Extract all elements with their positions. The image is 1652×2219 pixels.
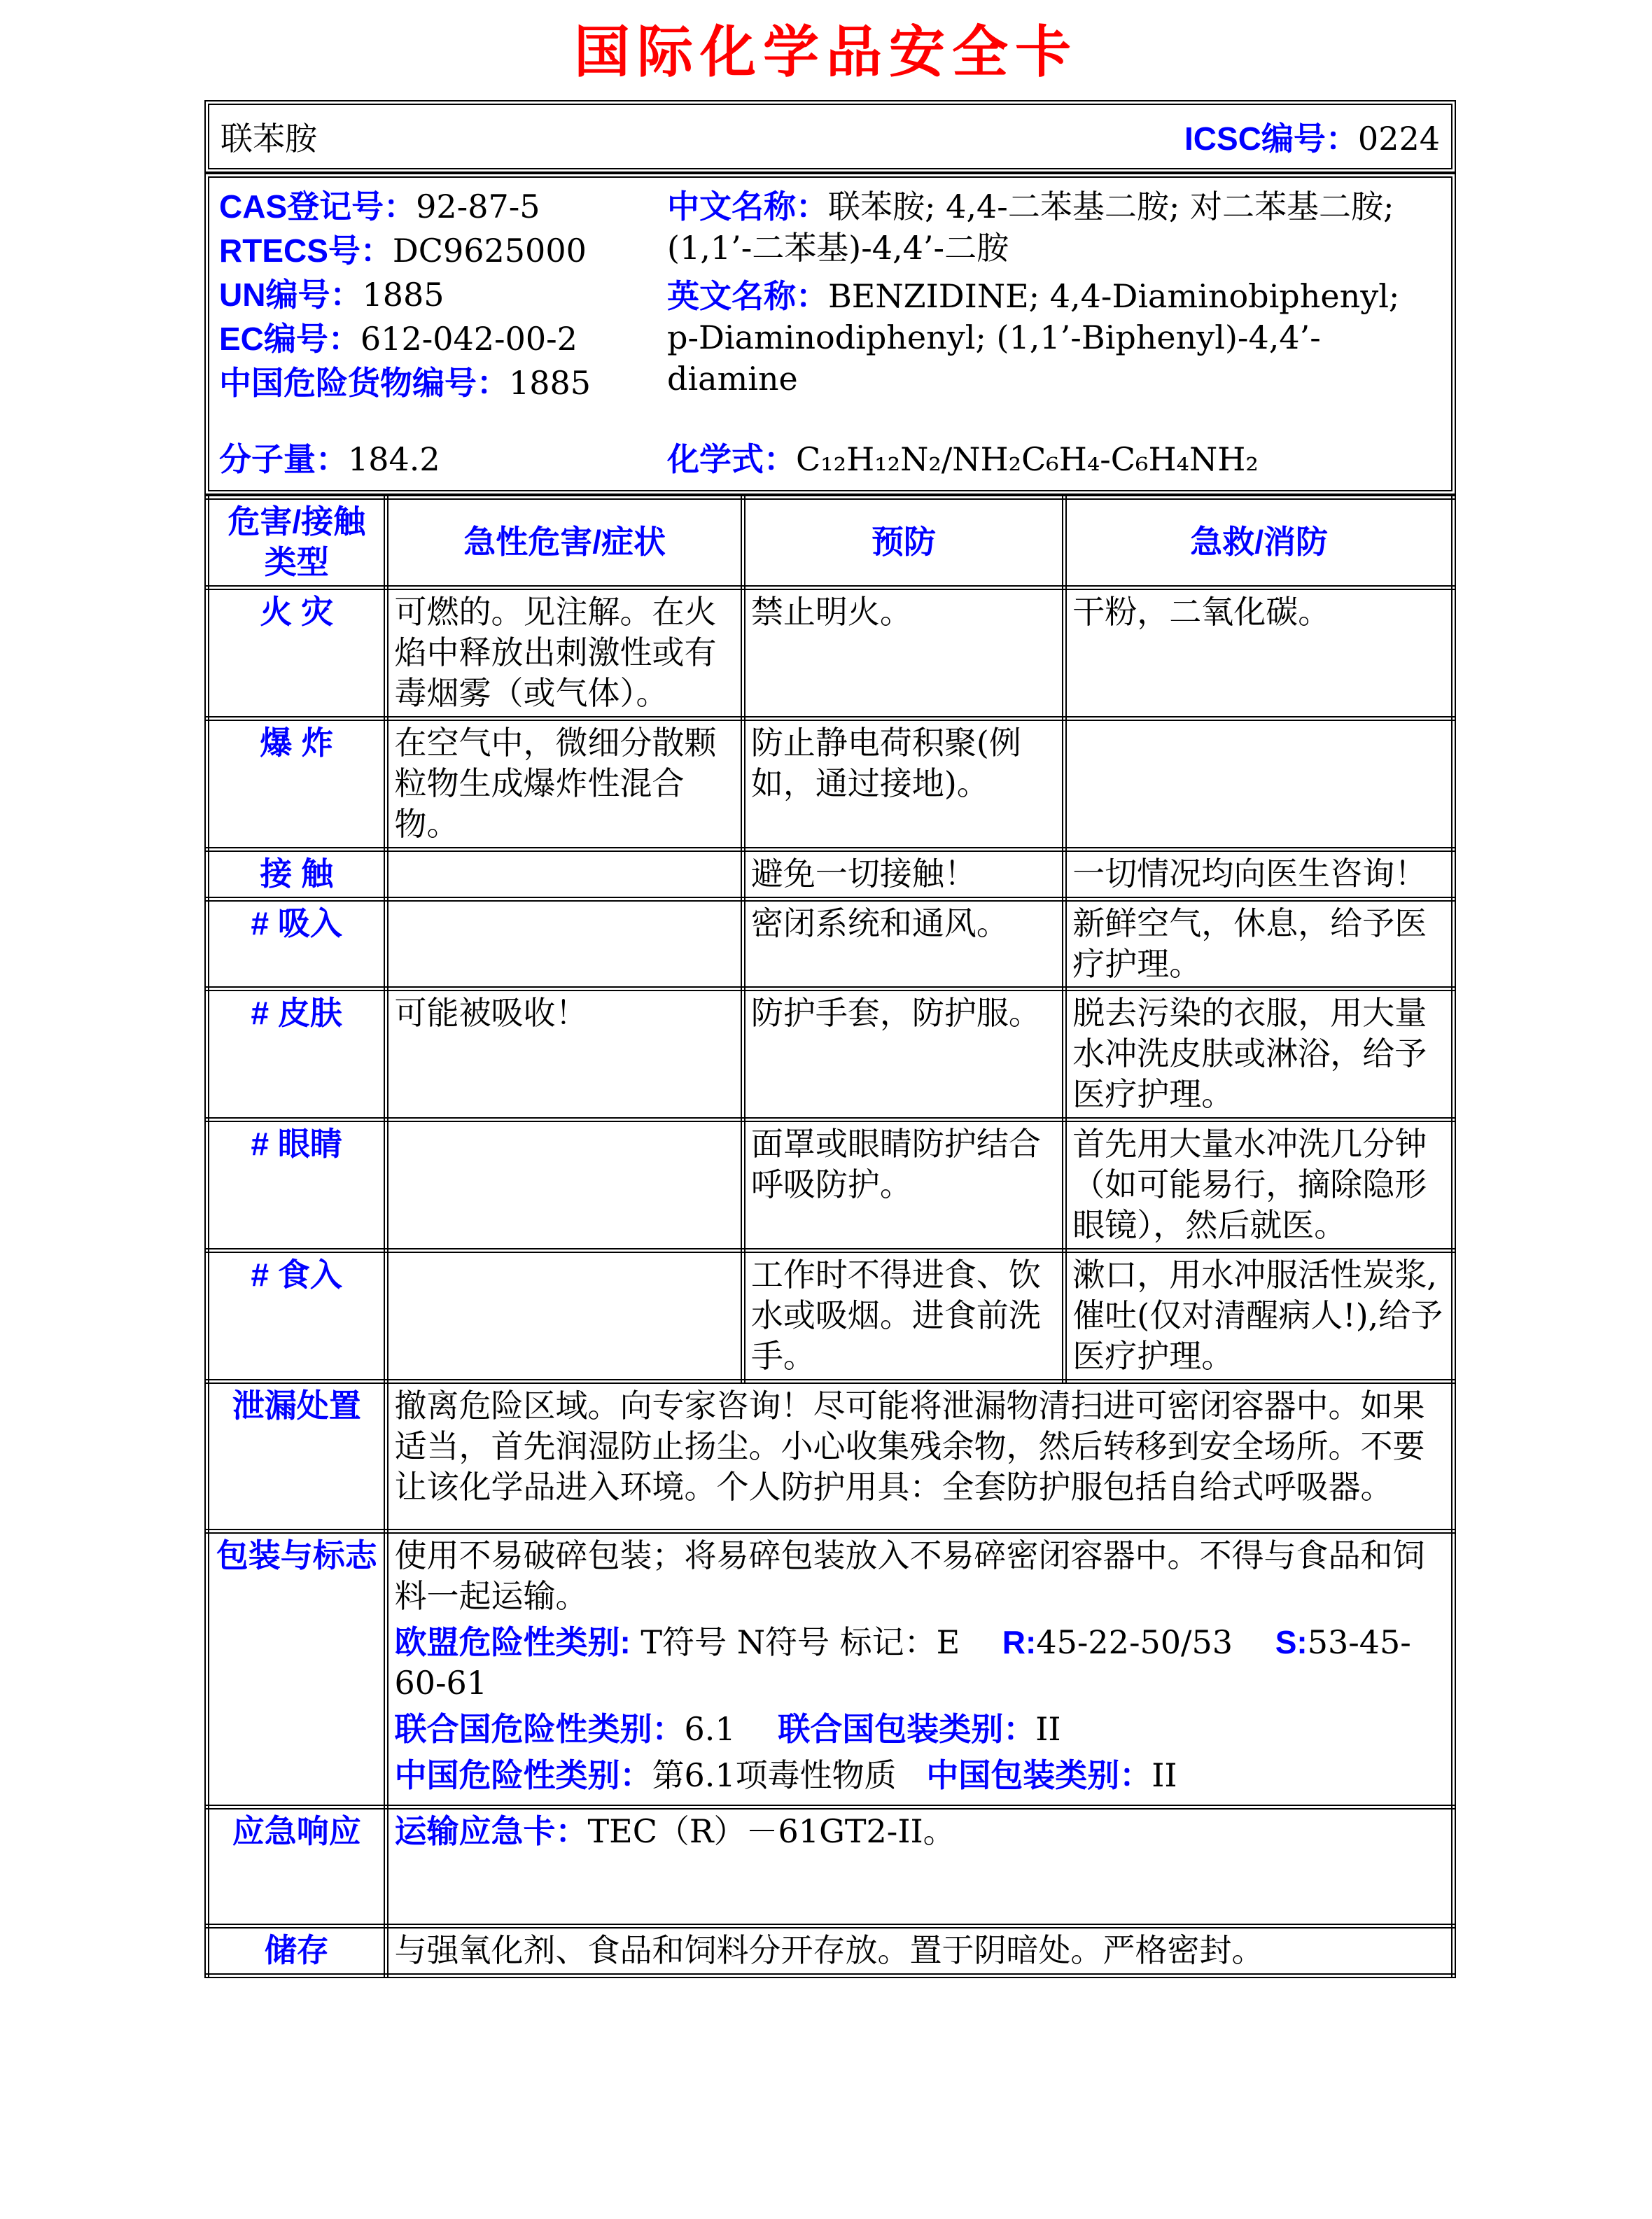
header-first-aid: 急救/消防: [1065, 498, 1454, 588]
table-row-inhalation: [207, 899, 1454, 989]
s-phrases-value: 53-45-60-61: [394, 1623, 1411, 1702]
row-label-ingestion: # 食入: [207, 1251, 386, 1382]
rtecs-number-line: [219, 230, 667, 272]
un-class-label: 联合国危险性类别：: [394, 1710, 685, 1747]
english-name-label: 英文名称：: [667, 277, 828, 314]
english-name-line: [667, 276, 1441, 400]
fire-prevention: 禁止明火。: [743, 587, 1064, 718]
inhalation-symptoms: [386, 899, 743, 989]
page-title: 国际化学品安全卡: [574, 21, 1078, 83]
packaging-line1: 使用不易破碎包装；将易碎包装放入不易碎密闭容器中。不得与食品和饲料一起运输。: [394, 1536, 1425, 1616]
un-pack-label: 联合国包装类别：: [778, 1710, 1036, 1747]
icsc-card: [204, 100, 1456, 1978]
ingestion-prevention: 工作时不得进食、饮水或吸烟。进食前洗手。: [743, 1251, 1064, 1382]
hazard-table: [204, 495, 1456, 1978]
identifier-lines: [219, 183, 667, 406]
cas-number-label: CAS登记号：: [219, 188, 416, 225]
substance-name: 联苯胺: [220, 120, 317, 158]
name-paragraphs: [667, 183, 1441, 406]
header-hazard-type: 危害/接触类型: [207, 498, 386, 588]
storage-text: 与强氧化剂、食品和饲料分开存放。置于阴暗处。严格密封。: [386, 1926, 1454, 1976]
eu-class-value: T符号 N符号 标记：E: [640, 1623, 960, 1661]
rtecs-number-value: DC9625000: [392, 231, 587, 270]
emergency-response-cell: [386, 1807, 1454, 1926]
row-label-eyes: # 眼睛: [207, 1120, 386, 1251]
table-row-skin: [207, 989, 1454, 1120]
row-label-spill-disposal: 泄漏处置: [207, 1382, 386, 1532]
cn-pack-label: 中国包装类别：: [926, 1756, 1152, 1793]
identifier-section: [204, 173, 1456, 495]
row-label-explosion: 爆 炸: [207, 718, 386, 849]
chinese-name-label: 中文名称：: [667, 188, 828, 225]
transport-emergency-card-label: 运输应急卡：: [394, 1813, 588, 1850]
skin-prevention: 防护手套，防护服。: [743, 989, 1064, 1120]
skin-symptoms: 可能被吸收！: [386, 989, 743, 1120]
table-row-storage: [207, 1926, 1454, 1976]
rtecs-number-label: RTECS号：: [219, 232, 393, 269]
ec-number-line: [219, 318, 667, 360]
transport-emergency-card-value: TEC（R）－61GT2-II。: [587, 1812, 955, 1851]
row-label-fire: 火 灾: [207, 587, 386, 718]
formula-value: C₁₂H₁₂N₂/NH₂C₆H₄-C₆H₄NH₂: [796, 440, 1259, 479]
s-phrases-label: S:: [1275, 1623, 1308, 1660]
english-name-value: BENZIDINE; 4,4-Diaminobiphenyl; p-Diaminodiphenyl; (1,1’-Biphenyl)-4,4’-diamine: [667, 276, 1400, 398]
eyes-prevention: 面罩或眼睛防护结合呼吸防护。: [743, 1120, 1064, 1251]
table-row-contact: [207, 849, 1454, 899]
explosion-response: [1065, 718, 1454, 849]
row-label-contact: 接 触: [207, 849, 386, 899]
row-label-emergency-response: 应急响应: [207, 1807, 386, 1926]
row-label-inhalation: # 吸入: [207, 899, 386, 989]
icsc-number-value: 0224: [1357, 120, 1440, 158]
un-number-label: UN编号：: [219, 276, 363, 313]
row-label-packaging-labelling: 包装与标志: [207, 1532, 386, 1807]
explosion-prevention: 防止静电荷积聚(例如，通过接地)。: [743, 718, 1064, 849]
hazard-table-header-row: [207, 498, 1454, 588]
china-dg-number-line: [219, 363, 667, 404]
cn-class-label: 中国危险性类别：: [394, 1756, 652, 1793]
row-label-storage: 储存: [207, 1926, 386, 1976]
header-prevention: 预防: [743, 498, 1064, 588]
eu-class-label: 欧盟危险性类别:: [394, 1623, 631, 1660]
skin-response: 脱去污染的衣服，用大量水冲洗皮肤或淋浴，给予医疗护理。: [1065, 989, 1454, 1120]
ingestion-symptoms: [386, 1251, 743, 1382]
row-label-skin: # 皮肤: [207, 989, 386, 1120]
cas-number-value: 92-87-5: [416, 188, 540, 225]
formula-label: 化学式：: [667, 441, 796, 478]
chinese-name-line: [667, 186, 1441, 269]
card-header: [204, 100, 1456, 173]
molecular-weight-label: 分子量：: [219, 441, 348, 478]
names-column: [667, 183, 1441, 480]
ec-number-label: EC编号：: [219, 320, 360, 357]
table-row-packaging-labelling: [207, 1532, 1454, 1807]
molecular-weight-line: [219, 439, 667, 480]
molecular-weight-value: 184.2: [348, 440, 440, 479]
cn-pack-value: II: [1152, 1756, 1177, 1794]
un-pack-value: II: [1035, 1709, 1061, 1748]
table-row-eyes: [207, 1120, 1454, 1251]
table-row-spill-disposal: [207, 1382, 1454, 1532]
china-dg-number-label: 中国危险货物编号：: [219, 364, 509, 401]
china-dg-number-value: 1885: [509, 363, 592, 402]
un-classification-line: [394, 1709, 1446, 1750]
contact-symptoms: [386, 849, 743, 899]
cas-number-line: [219, 186, 667, 227]
ingestion-response: 漱口，用水冲服活性炭浆,催吐(仅对清醒病人!),给予医疗护理。: [1065, 1251, 1454, 1382]
packaging-labelling-cell: [386, 1532, 1454, 1807]
icsc-number-label: ICSC编号：: [1184, 120, 1358, 157]
icsc-number-group: [1184, 113, 1440, 160]
inhalation-prevention: 密闭系统和通风。: [743, 899, 1064, 989]
table-row-emergency-response: [207, 1807, 1454, 1926]
eu-classification-line: [394, 1623, 1446, 1704]
fire-response: 干粉，二氧化碳。: [1065, 587, 1454, 718]
eyes-symptoms: [386, 1120, 743, 1251]
contact-prevention: 避免一切接触！: [743, 849, 1064, 899]
explosion-symptoms: 在空气中，微细分散颗粒物生成爆炸性混合物。: [386, 718, 743, 849]
ec-number-value: 612-042-00-2: [360, 319, 578, 358]
header-acute-symptoms: 急性危害/症状: [386, 498, 743, 588]
r-phrases-value: 45-22-50/53: [1036, 1623, 1233, 1661]
fire-symptoms: 可燃的。见注解。在火焰中释放出刺激性或有毒烟雾（或气体）。: [386, 587, 743, 718]
spill-disposal-text: 撤离危险区域。向专家咨询！尽可能将泄漏物清扫进可密闭容器中。如果适当，首先润湿防止扬尘。小心收集残余物，然后转移到安全场所。不要让该化学品进入环境。个人防护用具：全套防护服包括自给式呼吸器。: [386, 1382, 1454, 1532]
table-row-fire: [207, 587, 1454, 718]
un-class-value: 6.1: [684, 1709, 736, 1748]
r-phrases-label: R:: [1002, 1623, 1037, 1660]
table-row-explosion: [207, 718, 1454, 849]
chinese-name-value: 联苯胺; 4,4-二苯基二胺; 对二苯基二胺; (1,1’-二苯基)-4,4’-二胺: [667, 188, 1394, 267]
formula-line: [667, 439, 1441, 480]
un-number-line: [219, 274, 667, 316]
cn-class-value: 第6.1项毒性物质: [652, 1756, 897, 1794]
cn-classification-line: [394, 1756, 1446, 1796]
identifier-column: [219, 183, 667, 480]
table-row-ingestion: [207, 1251, 1454, 1382]
contact-response: 一切情况均向医生咨询！: [1065, 849, 1454, 899]
un-number-value: 1885: [362, 275, 444, 314]
inhalation-response: 新鲜空气，休息，给予医疗护理。: [1065, 899, 1454, 989]
eyes-response: 首先用大量水冲洗几分钟（如可能易行，摘除隐形眼镜），然后就医。: [1065, 1120, 1454, 1251]
